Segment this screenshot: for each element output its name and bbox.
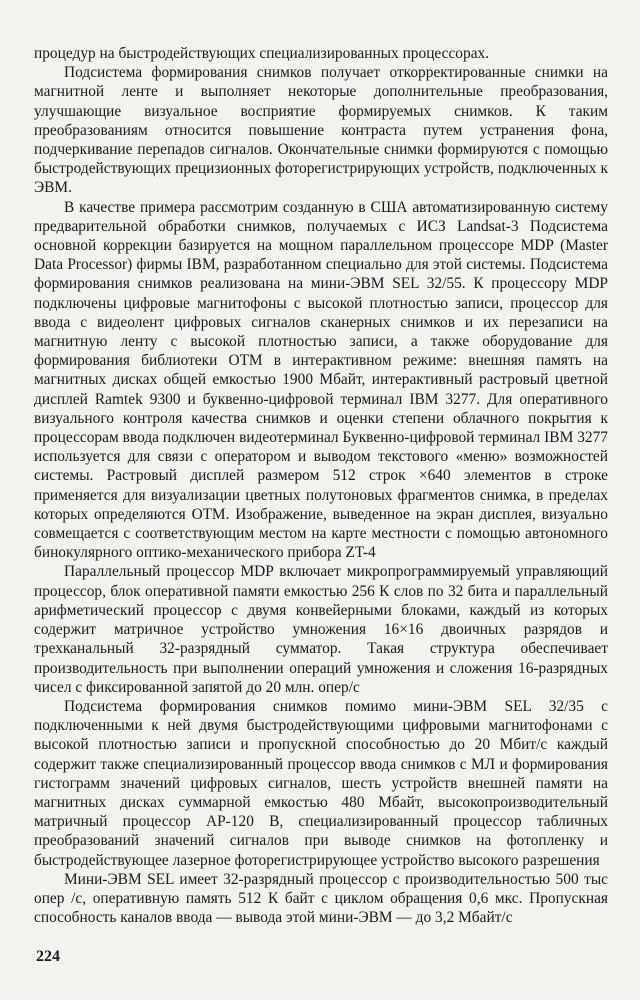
paragraph-continuation: процедур на быстродействующих специализированных процессорах.	[34, 45, 490, 62]
page-number: 224	[36, 948, 60, 965]
page-body	[34, 44, 608, 927]
paragraph-sel-subsystem: Подсистема формирования снимков помимо мини-ЭВМ SEL 32/35 с подключенными к ней двумя быстродействующими цифровыми магнитофонами с высокой плотностью записи и пропускной способностью до 20 Мбит/с каждый содержит также специализированный процессор ввода снимков с МЛ и формирования гистограмм значений цифровых сигналов, шесть устройств внешней памяти на магнитных дисках суммарной емкостью 480 Мбайт, высокопроизводительный матричный процессор AP-120 B, специализированный процессор табличных преобразований значений сигналов при выводе снимков на фотопленку и быстродействующее лазерное фоторегистрирующее устройство высокого разрешения	[34, 697, 608, 869]
paragraph-sel-minicomputer: Мини-ЭВМ SEL имеет 32-разрядный процессор с производительностью 500 тыс опер /с, оперативную память 512 К байт с циклом обращения 0,6 мкс. Пропускная способность каналов ввода — вывода этой мини-ЭВМ — до 3,2 Мбайт/с	[34, 870, 608, 927]
paragraph-mdp-processor: Параллельный процессор MDP включает микропрограммируемый управляющий процессор, блок оперативной памяти емкостью 256 К слов по 32 бита и параллельный арифметический процессор с двумя конвейерными блоками, каждый из которых содержит матричное устройство умножения 16×16 двоичных разрядов и трехканальный 32-разрядный сумматор. Такая структура обеспечивает производительность при выполнении операций умножения и сложения 16-разрядных чисел с фиксированной запятой до 20 млн. опер/с	[34, 563, 608, 696]
paragraph-landsat-system: В качестве примера рассмотрим созданную в США автоматизированную систему предварительной обработки снимков, получаемых с ИСЗ Landsat-3 Подсистема основной коррекции базируется на мощном параллельном процессоре MDP (Master Data Processor) фирмы IBM, разработанном специально для этой системы. Подсистема формирования снимков реализована на мини-ЭВМ SEL 32/55. К процессору MDP подключены цифровые магнитофоны с высокой плотностью записи, процессор для ввода с видеолент цифровых сигналов сканерных снимков и их перезаписи на магнитную ленту с высокой плотностью записи, а также оборудование для формирования библиотеки ОТМ в интерактивном режиме: внешняя память на магнитных дисках общей емкостью 1900 Мбайт, интерактивный растровый цветной дисплей Ramtek 9300 и буквенно-цифровой терминал IBM 3277. Для оперативного визуального контроля качества снимков и оценки степени облачного покрытия к процессорам ввода подключен видеотерминал Буквенно-цифровой терминал IBM 3277 используется для связи с оператором и выводом текстового «меню» возможностей системы. Растровый дисплей размером 512 строк ×640 элементов в строке применяется для визуализации цветных полутоновых фрагментов снимка, в пределах которых определяются ОТМ. Изображение, выведенное на экран дисплея, визуально совмещается с соответствующим местом на карте местности с помощью автономного бинокулярного оптико-механического прибора ZT-4	[34, 198, 608, 562]
paragraph-image-formation: Подсистема формирования снимков получает откорректированные снимки на магнитной ленте и выполняет некоторые дополнительные преобразования, улучшающие визуальное восприятие формируемых снимков. К таким преобразованиям относится повышение контраста путем устранения фона, подчеркивание перепадов сигналов. Окончательные снимки формируются с помощью быстродействующих прецизионных фоторегистрирующих устройств, подключенных к ЭВМ.	[34, 64, 608, 197]
